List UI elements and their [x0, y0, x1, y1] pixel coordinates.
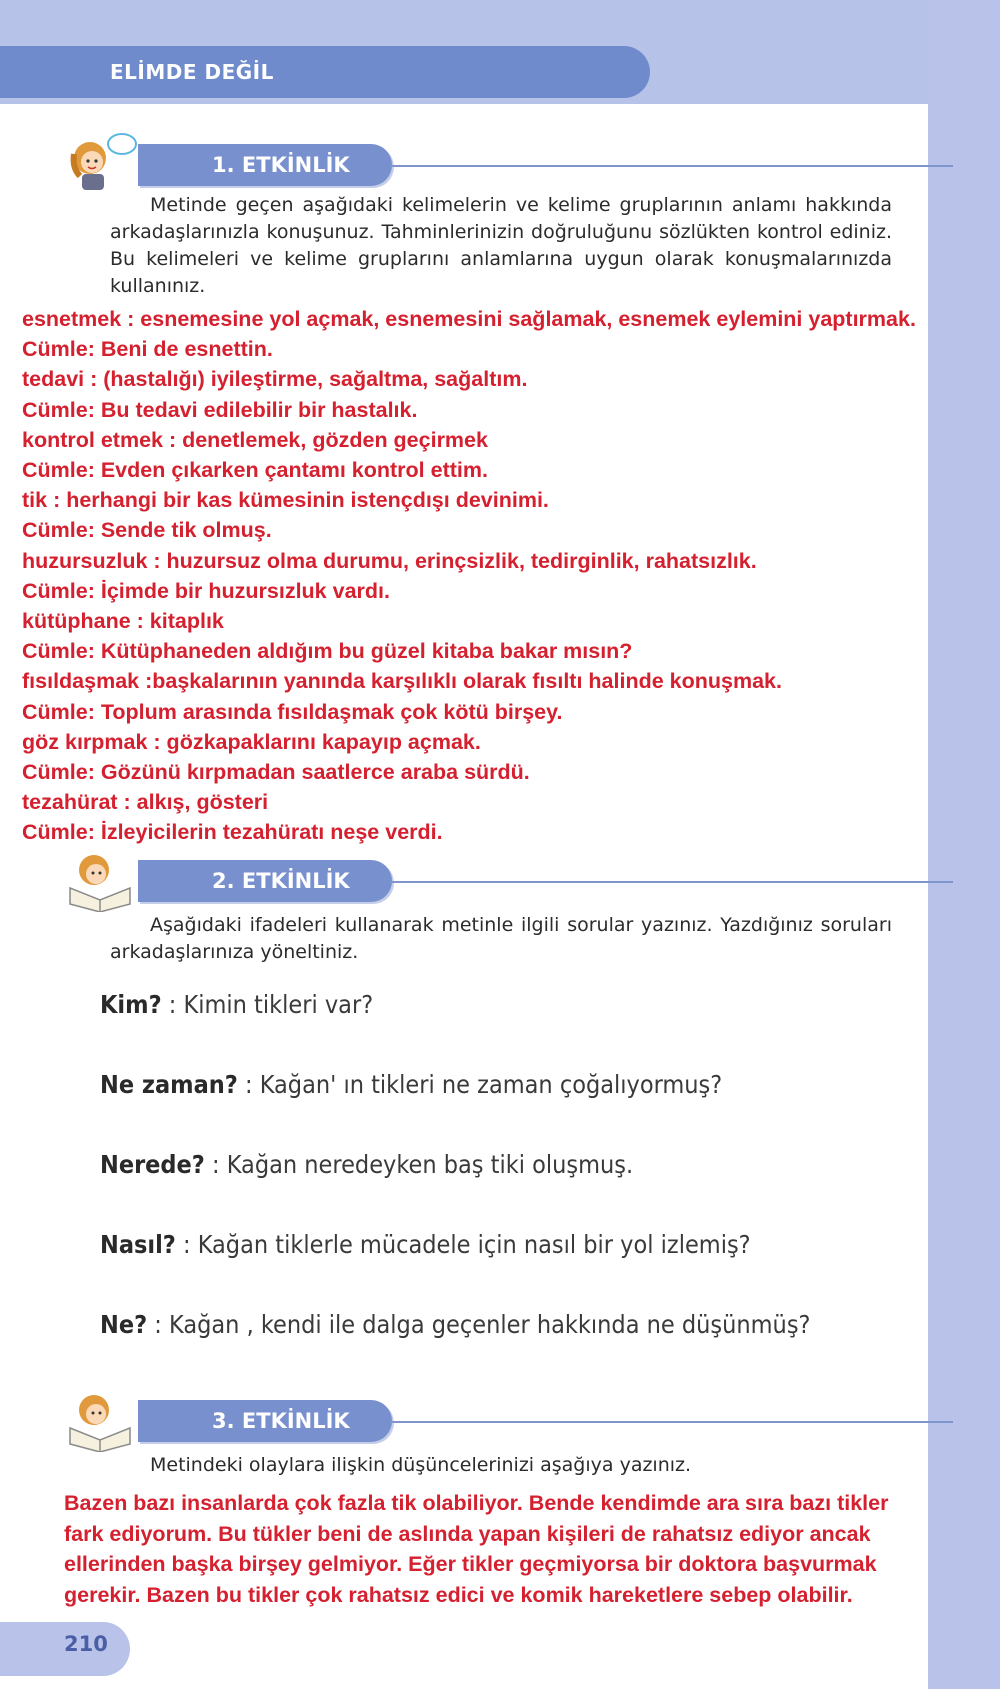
answer-line: Cümle: Kütüphaneden aldığım bu güzel kitaba bakar mısın?	[22, 639, 633, 664]
vocab-answer-list	[22, 304, 1000, 848]
answer-line: Cümle: İzleyicilerin tezahüratı neşe verdi.	[22, 820, 443, 845]
question-word: Nasıl?	[100, 1230, 176, 1259]
girl-mascot-icon	[60, 132, 140, 196]
question-row	[100, 990, 960, 1019]
activity-1-title: 1. ETKİNLİK	[138, 144, 392, 186]
question-word: Kim?	[100, 990, 162, 1019]
answer-line: göz kırpmak : gözkapaklarını kapayıp açmak.	[22, 729, 481, 754]
divider-line	[390, 1421, 953, 1423]
answer-line: tezahürat : alkış, gösteri	[22, 790, 269, 815]
activity-3-instruction: Metindeki olaylara ilişkin düşüncelerinizi aşağıya yazınız.	[150, 1454, 692, 1476]
question-word: Nerede?	[100, 1150, 205, 1179]
answer-line: Cümle: Bu tedavi edilebilir bir hastalık.	[22, 397, 418, 422]
answer-line: tedavi : (hastalığı) iyileştirme, sağaltma, sağaltım.	[22, 367, 528, 392]
girl-reading-mascot-icon	[60, 1388, 140, 1452]
divider-line	[390, 165, 953, 167]
activity-2-header	[60, 848, 900, 908]
answer-line: esnetmek : esnemesine yol açmak, esnemesini sağlamak, esnemek eylemini yaptırmak.	[22, 307, 916, 331]
essay-line: gerekir. Bazen bu tikler çok rahatsız edici ve komik hareketlere sebep olabilir.	[64, 1582, 853, 1607]
essay-line: Bazen bazı insanlarda çok fazla tik olabiliyor. Bende kendimde ara sıra bazı tikler	[64, 1491, 889, 1515]
answer-line: kütüphane : kitaplık	[22, 609, 224, 634]
answer-line: Cümle: Sende tik olmuş.	[22, 518, 272, 543]
question-text: : Kimin tikleri var?	[168, 990, 374, 1019]
divider-line	[390, 881, 953, 883]
activity-3-title: 3. ETKİNLİK	[138, 1400, 392, 1442]
activity-2-instruction: Aşağıdaki ifadeleri kullanarak metinle ilgili sorular yazınız. Yazdığınız soruları arkadaşlarınıza yöneltiniz.	[110, 914, 892, 963]
question-row	[100, 1070, 960, 1099]
answer-line: Cümle: Beni de esnettin.	[22, 337, 273, 362]
answer-line: huzursuzluk : huzursuz olma durumu, erinçsizlik, tedirginlik, rahatsızlık.	[22, 548, 757, 573]
essay-line: fark ediyorum. Bu tükler beni de aslında yapan kişileri de rahatsız ediyor ancak	[64, 1521, 871, 1546]
question-word: Ne zaman?	[100, 1070, 238, 1099]
question-text: : Kağan tiklerle mücadele için nasıl bir yol izlemiş?	[183, 1230, 751, 1259]
answer-line: Cümle: Gözünü kırpmadan saatlerce araba sürdü.	[22, 760, 530, 785]
question-row	[100, 1230, 960, 1259]
essay-line: ellerinden başka birşey gelmiyor. Eğer tikler geçmiyorsa bir doktora başvurmak	[64, 1552, 877, 1576]
page-number: 210	[64, 1632, 108, 1656]
activity-3-header	[60, 1388, 900, 1448]
answer-line: kontrol etmek : denetlemek, gözden geçirmek	[22, 427, 488, 452]
question-text: : Kağan' ın tikleri ne zaman çoğalıyormuş?	[245, 1070, 723, 1099]
answer-line: Cümle: Toplum arasında fısıldaşmak çok kötü birşey.	[22, 699, 563, 724]
question-text: : Kağan , kendi ile dalga geçenler hakkında ne düşünmüş?	[154, 1310, 811, 1339]
question-word: Ne?	[100, 1310, 148, 1339]
activity-2-title: 2. ETKİNLİK	[138, 860, 392, 902]
activity-1-header	[60, 132, 900, 192]
answer-line: fısıldaşmak :başkalarının yanında karşılıklı olarak fısıltı halinde konuşmak.	[22, 669, 782, 694]
question-row	[100, 1150, 960, 1179]
answer-line: Cümle: İçimde bir huzursızluk vardı.	[22, 578, 390, 603]
question-row	[100, 1310, 960, 1339]
chapter-title: ELİMDE DEĞİL	[0, 46, 650, 98]
activity-1-instruction: Metinde geçen aşağıdaki kelimelerin ve kelime gruplarının anlamı hakkında arkadaşlarınızla konuşunuz. Tahminlerinizin doğruluğunu sözlükten kontrol ediniz. Bu kelimeleri ve kelime gruplarını anlamlarına uygun olarak konuşmalarınızda kullanınız.	[110, 194, 892, 297]
answer-line: Cümle: Evden çıkarken çantamı kontrol ettim.	[22, 458, 488, 483]
girl-reading-mascot-icon	[60, 848, 140, 912]
answer-line: tik : herhangi bir kas kümesinin istençdışı devinimi.	[22, 488, 549, 513]
essay-answer	[64, 1488, 984, 1610]
question-text: : Kağan neredeyken baş tiki oluşmuş.	[212, 1150, 634, 1179]
